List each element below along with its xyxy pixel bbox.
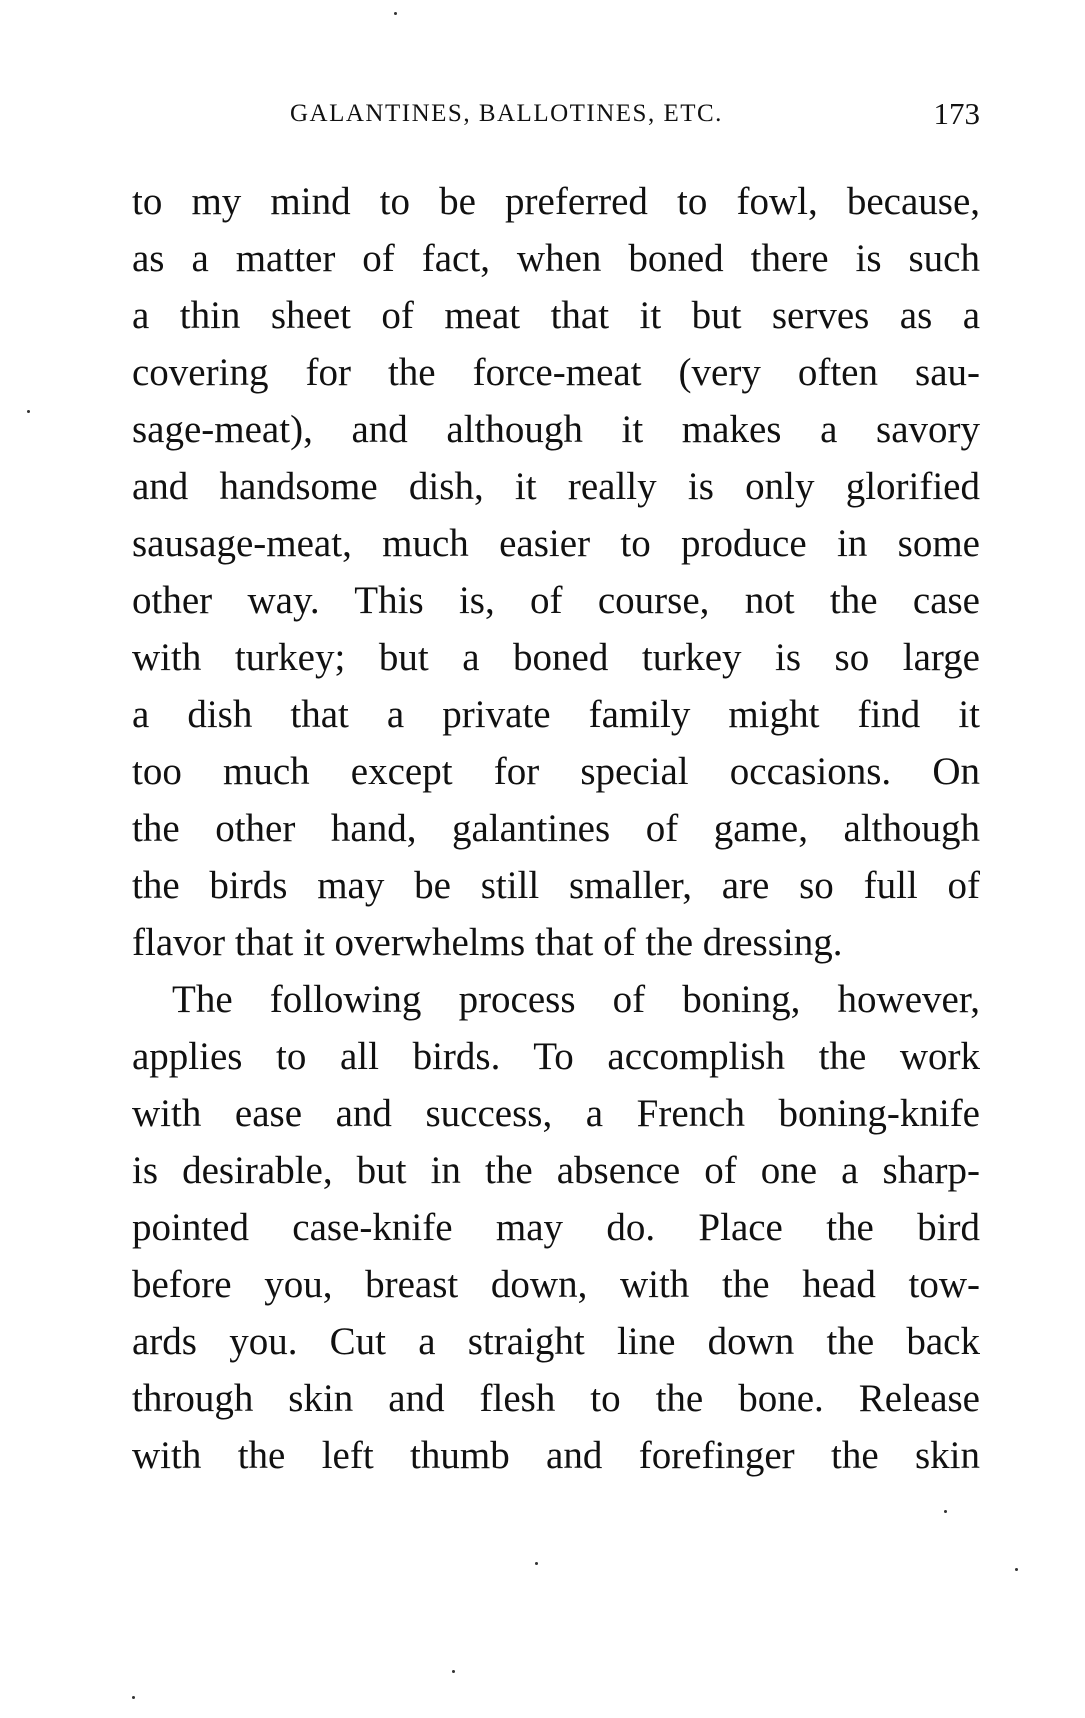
text-line: before you, breast down, with the head tow-	[132, 1263, 980, 1306]
page-number: 173	[933, 96, 980, 131]
text-line: sausage-meat, much easier to produce in some	[132, 522, 980, 565]
text-line: The following process of boning, however,	[172, 978, 980, 1021]
text-line: applies to all birds. To accomplish the work	[132, 1035, 980, 1078]
text-line: a thin sheet of meat that it but serves as a	[132, 294, 980, 337]
text-line: the birds may be still smaller, are so full of	[132, 864, 980, 907]
text-line: a dish that a private family might find it	[132, 693, 980, 736]
scan-speck	[944, 1510, 947, 1513]
text-line: and handsome dish, it really is only glorified	[132, 465, 980, 508]
text-line: through skin and flesh to the bone. Release	[132, 1377, 980, 1420]
text-line: covering for the force-meat (very often sau-	[132, 351, 980, 394]
text-line: with turkey; but a boned turkey is so large	[132, 636, 980, 679]
paragraph-2	[132, 971, 980, 1484]
text-line: is desirable, but in the absence of one a sharp-	[132, 1149, 980, 1192]
text-line: ards you. Cut a straight line down the back	[132, 1320, 980, 1363]
text-line: with ease and success, a French boning-knife	[132, 1092, 980, 1135]
running-head: GALANTINES, BALLOTINES, ETC.	[290, 100, 723, 127]
paragraph-1	[132, 173, 980, 971]
scan-speck	[394, 12, 397, 15]
text-line: other way. This is, of course, not the case	[132, 579, 980, 622]
page-header	[132, 96, 980, 136]
scan-speck	[535, 1562, 538, 1565]
scan-speck	[27, 410, 30, 413]
text-line: pointed case-knife may do. Place the bird	[132, 1206, 980, 1249]
text-line: sage-meat), and although it makes a savory	[132, 408, 980, 451]
text-line: with the left thumb and forefinger the skin	[132, 1434, 980, 1477]
scan-speck	[1015, 1568, 1018, 1571]
text-line: to my mind to be preferred to fowl, because,	[132, 180, 980, 223]
text-line: flavor that it overwhelms that of the dressing.	[132, 921, 843, 964]
text-line: the other hand, galantines of game, although	[132, 807, 980, 850]
text-line: as a matter of fact, when boned there is such	[132, 237, 980, 280]
scan-speck	[452, 1670, 455, 1673]
body-text	[132, 173, 980, 1484]
scan-speck	[132, 1696, 135, 1699]
text-line: too much except for special occasions. On	[132, 750, 980, 793]
